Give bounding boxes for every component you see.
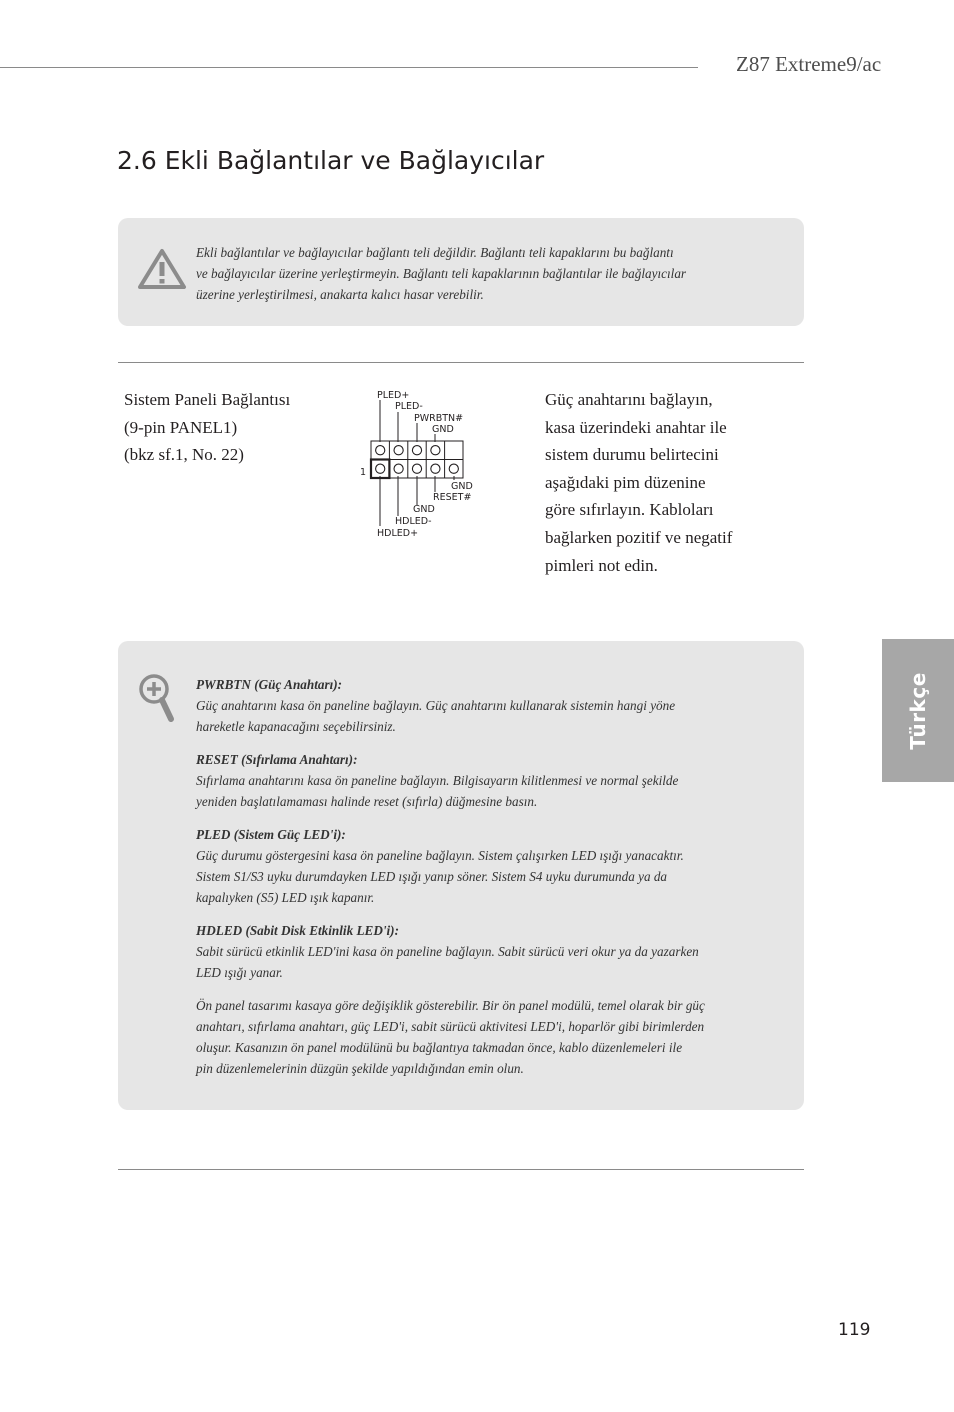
header-rule (0, 67, 698, 68)
panel-connector-label (124, 386, 290, 469)
label-reset: RESET# (433, 492, 472, 503)
warning-line: Ekli bağlantılar ve bağlayıcılar bağlantı teli değildir. Bağlantı teli kapaklarını bu bağlantı (196, 245, 674, 260)
panel-label-line: Sistem Paneli Bağlantısı (124, 390, 291, 409)
language-tab-label: Türkçe (906, 671, 930, 750)
desc-line: bağlarken pozitif ve negatif (545, 527, 733, 547)
info-item-line: LED ışığı yanar. (196, 965, 283, 980)
warning-triangle-icon (137, 248, 187, 290)
desc-line: Güç anahtarını bağlayın, (545, 390, 713, 409)
section-divider (118, 362, 804, 363)
desc-line: kasa üzerindeki anahtar ile (545, 417, 727, 437)
info-item-line: hareketle kapanacağını seçebilirsiniz. (196, 719, 396, 734)
pin-one-label: 1 (360, 467, 367, 478)
panel-label-line: (9-pin PANEL1) (124, 417, 238, 437)
desc-line: pimleri not edin. (545, 555, 658, 575)
label-pled-minus: PLED- (395, 401, 423, 412)
label-pwrbtn: PWRBTN# (414, 413, 464, 424)
info-item-title: HDLED (Sabit Disk Etkinlik LED'i): (196, 923, 399, 938)
page-number: 119 (838, 1320, 871, 1340)
info-item-line: kapalıyken (S5) LED ışık kapanır. (196, 890, 375, 905)
info-note-line: pin düzenlemelerinin düzgün şekilde yapıldığından emin olun. (196, 1061, 524, 1076)
language-tab (882, 639, 954, 782)
info-item-line: Sabit sürücü etkinlik LED'ini kasa ön paneline bağlayın. Sabit sürücü veri okur ya da yazarken (196, 944, 699, 959)
info-note-line: anahtarı, sıfırlama anahtarı, güç LED'i, sabit sürücü aktivitesi LED'i, hoparlör gibi birimlerden (196, 1019, 705, 1034)
info-text (196, 674, 758, 1079)
info-item-line: yeniden başlatılamaması halinde reset (sıfırla) düğmesine basın. (196, 794, 538, 809)
pin-one-marker (371, 460, 389, 479)
info-item-line: Sistem S1/S3 uyku durumdayken LED ışığı yanıp söner. Sistem S4 uyku durumunda ya da (196, 869, 668, 884)
info-item-title: PWRBTN (Güç Anahtarı): (196, 677, 343, 692)
panel-label-line: (bkz sf.1, No. 22) (124, 445, 244, 464)
panel-pin-diagram (350, 386, 500, 542)
warning-text (196, 242, 756, 305)
label-hdled-minus: HDLED- (395, 516, 432, 527)
label-gnd-top: GND (432, 424, 454, 435)
info-item-line: Güç anahtarını kasa ön paneline bağlayın. Güç anahtarını kullanarak sistemin hangi yöne (196, 698, 676, 713)
info-item-line: Sıfırlama anahtarını kasa ön paneline bağlayın. Bilgisayarın kilitlenmesi ve normal şekilde (196, 773, 679, 788)
desc-line: göre sıfırlayın. Kabloları (545, 500, 714, 520)
info-note-line: oluşur. Kasanızın ön panel modülünü bu bağlantıya takmadan önce, kablo düzenlemeleri ile (196, 1040, 683, 1055)
label-pled-plus: PLED+ (377, 390, 410, 401)
info-item-title: RESET (Sıfırlama Anahtarı): (196, 752, 358, 767)
info-item-line: Güç durumu göstergesini kasa ön paneline bağlayın. Sistem çalışırken LED ışığı yanacaktır. (196, 848, 684, 863)
section-title: 2.6 Ekli Bağlantılar ve Bağlayıcılar (117, 146, 545, 175)
desc-line: sistem durumu belirtecini (545, 445, 719, 465)
label-gnd-bottom: GND (413, 504, 435, 515)
info-note-line: Ön panel tasarımı kasaya göre değişiklik gösterebilir. Bir ön panel modülü, temel olarak bir güç (196, 998, 705, 1013)
info-item-title: PLED (Sistem Güç LED'i): (196, 827, 346, 842)
bottom-divider (118, 1169, 804, 1170)
warning-line: üzerine yerleştirilmesi, anakarta kalıcı hasar verebilir. (196, 287, 484, 302)
label-hdled-plus: HDLED+ (377, 528, 419, 539)
label-gnd-right: GND (451, 481, 473, 492)
panel-connector-description (545, 386, 785, 579)
warning-line: ve bağlayıcılar üzerine yerleştirmeyin. Bağlantı teli kapaklarının bağlantılar ile bağlayıcılar (196, 266, 687, 281)
magnifier-plus-icon (137, 672, 177, 724)
desc-line: aşağıdaki pim düzenine (545, 472, 706, 492)
model-name: Z87 Extreme9/ac (736, 52, 882, 76)
